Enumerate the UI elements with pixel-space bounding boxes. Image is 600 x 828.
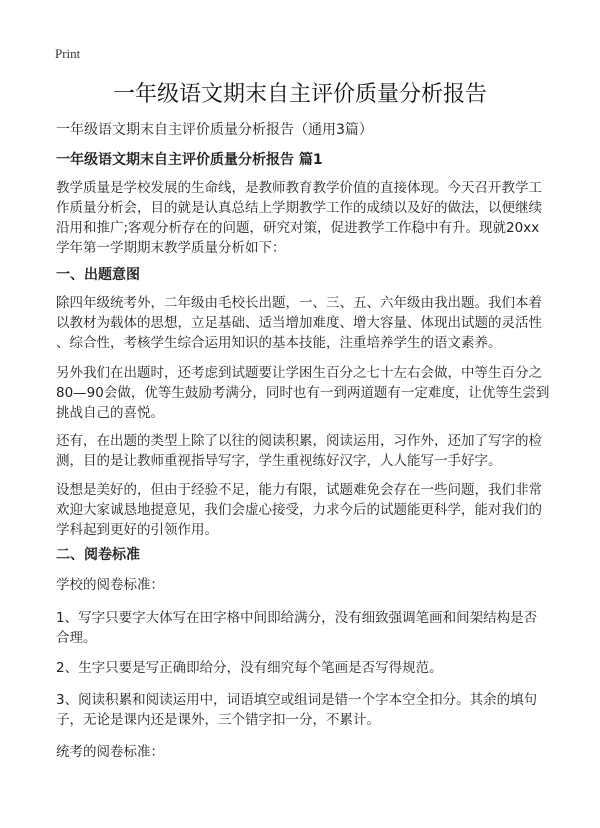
paragraph <box>56 480 556 540</box>
text-line: 挑战自己的喜悦。 <box>56 405 164 421</box>
text-line: 80—90会做，优等生鼓励考满分，同时也有一到两道题有一定难度，让优等生尝到 <box>56 385 550 401</box>
paragraph <box>56 742 556 762</box>
text-line: 另外我们在出题时，还考虑到试题要让学困生百分之七十左右会做，中等生百分之 <box>56 365 542 381</box>
paragraph <box>56 293 556 353</box>
text-line: 学年第一学期期末教学质量分析如下： <box>56 240 286 256</box>
text-line: 、综合性，考核学生综合运用知识的基本技能，注重培养学生的语文素养。 <box>56 335 502 351</box>
text-line: 沿用和推广;客观分析存在的问题，研究对策，促进教学工作稳中有升。现就20xx <box>56 220 540 236</box>
paragraph <box>56 575 556 595</box>
text-line: 除四年级统考外，二年级由毛校长出题，一、三、五、六年级由我出题。我们本着 <box>56 295 542 311</box>
text-line: 以教材为载体的思想，立足基础、适当增加难度、增大容量、体现出试题的灵活性 <box>56 315 542 331</box>
paragraph <box>56 431 556 471</box>
section-heading: 二、阅卷标准 <box>56 547 140 563</box>
text-line: 1、写字只要字大体写在田字格中间即给满分，没有细致强调笔画和间架结构是否 <box>56 610 538 626</box>
text-line: 2、生字只要是写正确即给分，没有细究每个笔画是否写得规范。 <box>56 660 443 676</box>
text-line: 合理。 <box>56 630 97 646</box>
text-line: 教学质量是学校发展的生命线，是教师教育教学价值的直接体现。今天召开教学工 <box>56 180 542 196</box>
text-line: 学校的阅卷标准： <box>56 577 164 593</box>
text-line: 3、阅读积累和阅读运用中，词语填空或组词是错一个字本空全扣分。其余的填句 <box>56 692 538 708</box>
paragraph <box>56 690 556 730</box>
subtitle: 一年级语文期末自主评价质量分析报告（通用3篇） <box>56 122 373 138</box>
print-link[interactable]: Print <box>55 46 81 61</box>
article-heading: 一年级语文期末自主评价质量分析报告 篇1 <box>56 152 323 168</box>
text-line: 统考的阅卷标准： <box>56 744 164 760</box>
intro-paragraph <box>56 178 556 258</box>
text-line: 测，目的是让教师重视指导写字，学生重视练好汉字，人人能写一手好字。 <box>56 453 502 469</box>
paragraph <box>56 608 556 648</box>
text-line: 欢迎大家诚恳地提意见，我们会虚心接受，力求今后的试题能更科学，能对我们的 <box>56 502 542 518</box>
text-line: 子，无论是课内还是课外，三个错字扣一分，不累计。 <box>56 712 380 728</box>
text-line: 作质量分析会，目的就是认真总结上学期教学工作的成绩以及好的做法，以便继续 <box>56 200 542 216</box>
page-title: 一年级语文期末自主评价质量分析报告 <box>112 82 487 107</box>
text-line: 还有，在出题的类型上除了以往的阅读积累，阅读运用，习作外，还加了写字的检 <box>56 433 542 449</box>
paragraph <box>56 363 556 423</box>
section-heading: 一、出题意图 <box>56 267 140 283</box>
text-line: 设想是美好的，但由于经验不足，能力有限，试题难免会存在一些问题，我们非常 <box>56 482 542 498</box>
paragraph <box>56 658 556 678</box>
text-line: 学科起到更好的引领作用。 <box>56 522 218 538</box>
